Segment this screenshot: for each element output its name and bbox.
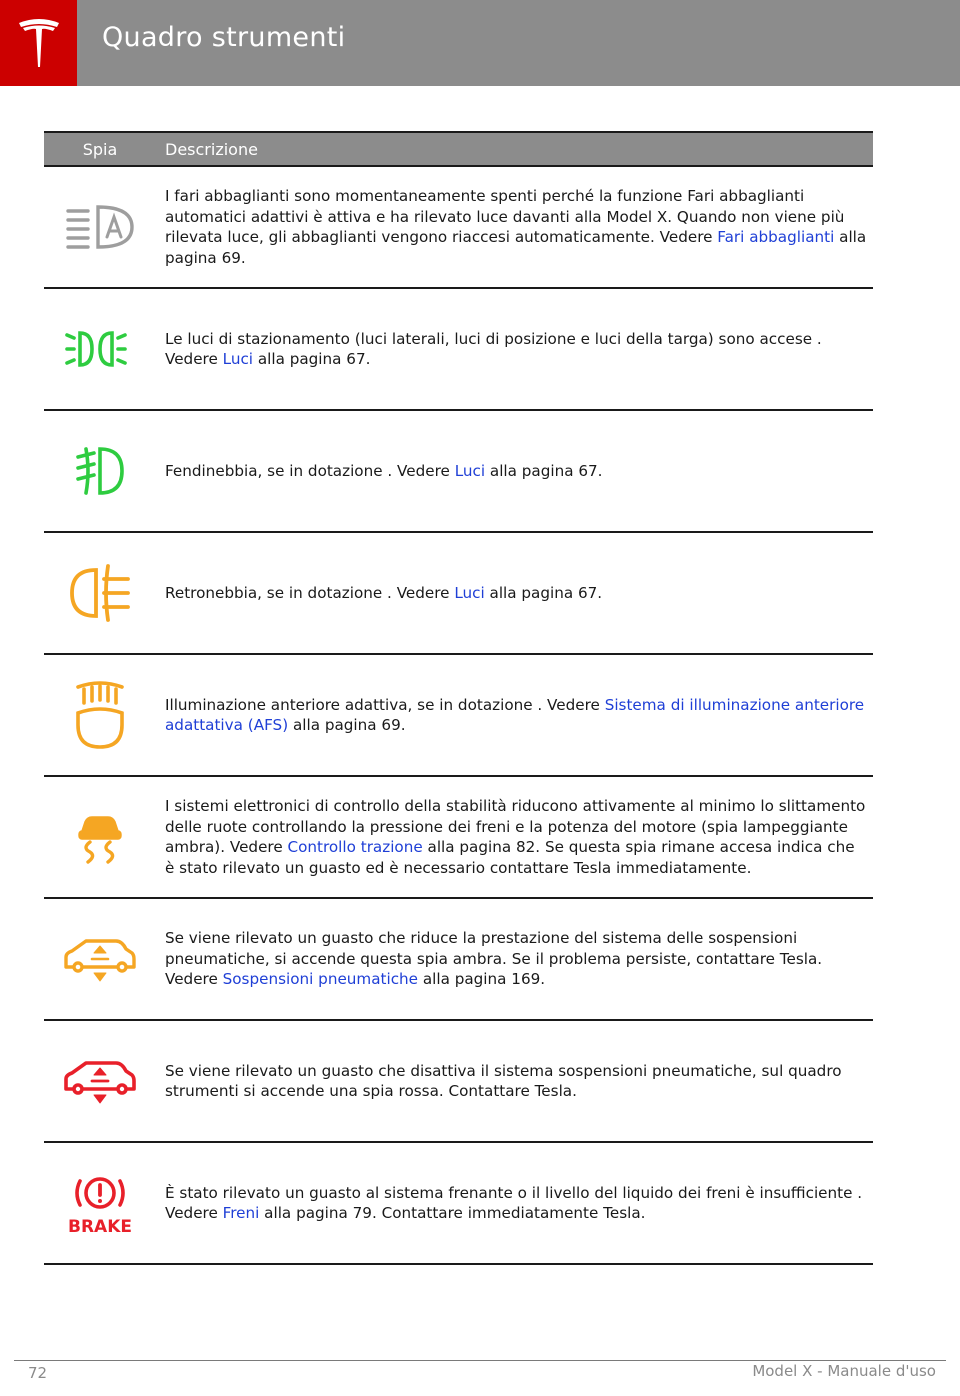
table-header (44, 131, 873, 167)
table-row (44, 289, 873, 411)
link-sospensioni-pneumatiche[interactable]: Sospensioni pneumatiche (222, 970, 419, 989)
rear-fog-light-icon (44, 533, 156, 653)
row-description: Retronebbia, se in dotazione . Vedere Luci alla pagina 67. (165, 583, 603, 602)
table-row (44, 899, 873, 1021)
footer-divider (14, 1360, 946, 1361)
row-description: Se viene rilevato un guasto che riduce la prestazione del sistema delle sospensioni pneumatiche, si accende questa spia ambra. Se il problema persiste, contattare Tesla. Vedere Sospensioni pneumatiche alla pagina 169. (165, 929, 823, 989)
brake-warning-icon (44, 1143, 156, 1263)
table-row (44, 1143, 873, 1265)
link-luci[interactable]: Luci (454, 583, 485, 602)
page-number: 72 (28, 1364, 48, 1382)
row-description: È stato rilevato un guasto al sistema frenante o il livello del liquido dei freni è insufficiente . Vedere Freni alla pagina 79. Contattare immediatamente Tesla. (165, 1183, 863, 1222)
row-description: Fendinebbia, se in dotazione . Vedere Luci alla pagina 67. (165, 461, 603, 480)
column-header-icon: Spia (82, 139, 118, 159)
auto-high-beam-icon (44, 167, 156, 287)
row-description: I fari abbaglianti sono momentaneamente spenti perché la funzione Fari abbaglianti automatici adattivi è attiva e ha rilevato luce davanti alla Model X. Quando non viene più rilevata luce, gli abbaglianti vengono riaccesi automaticamente. Vedere Fari abbaglianti alla pagina 69. (165, 187, 867, 267)
page-header (0, 0, 960, 86)
link-luci[interactable]: Luci (454, 461, 486, 480)
column-header-description: Descrizione (165, 139, 258, 159)
document-name: Model X - Manuale d'uso (752, 1362, 936, 1380)
row-description: I sistemi elettronici di controllo della stabilità riducono attivamente al minimo lo slittamento delle ruote controllando la pressione dei freni e la potenza del motore (spia lampeggiante ambra). Vedere Controllo trazione alla pagina 82. Se questa spia rimane accesa indica che è stato rilevato un guasto ed è necessario contattare Tesla immediatamente. (165, 797, 866, 877)
link-luci[interactable]: Luci (222, 350, 254, 368)
link-afs[interactable]: Sistema di illuminazione anteriore adattativa (AFS) (165, 695, 865, 734)
table-row (44, 411, 873, 533)
tesla-logo-icon (0, 0, 77, 86)
link-fari-abbaglianti[interactable]: Fari abbaglianti (717, 228, 835, 246)
row-description: Se viene rilevato un guasto che disattiva il sistema sospensioni pneumatiche, sul quadro strumenti si accende una spia rossa. Contattare Tesla. (165, 1061, 842, 1100)
row-description: Le luci di stazionamento (luci laterali, luci di posizione e luci della targa) sono accese . Vedere Luci alla pagina 67. (165, 329, 822, 368)
table-row (44, 533, 873, 655)
air-suspension-amber-icon (44, 899, 156, 1019)
parking-lights-icon (44, 289, 156, 409)
table-row (44, 655, 873, 777)
page-title: Quadro strumenti (102, 22, 346, 53)
row-description: Illuminazione anteriore adattiva, se in dotazione . Vedere Sistema di illuminazione anteriore adattativa (AFS) alla pagina 69. (165, 695, 865, 734)
table-row (44, 1021, 873, 1143)
table-row (44, 167, 873, 289)
traction-control-icon (44, 777, 156, 897)
front-fog-light-icon (44, 411, 156, 531)
air-suspension-red-icon (44, 1021, 156, 1141)
table-row (44, 777, 873, 899)
link-controllo-trazione[interactable]: Controllo trazione (287, 838, 423, 856)
adaptive-front-lighting-icon (44, 655, 156, 775)
brake-label: BRAKE (68, 1217, 132, 1235)
link-freni[interactable]: Freni (222, 1204, 260, 1222)
warning-lights-table (44, 131, 873, 1265)
